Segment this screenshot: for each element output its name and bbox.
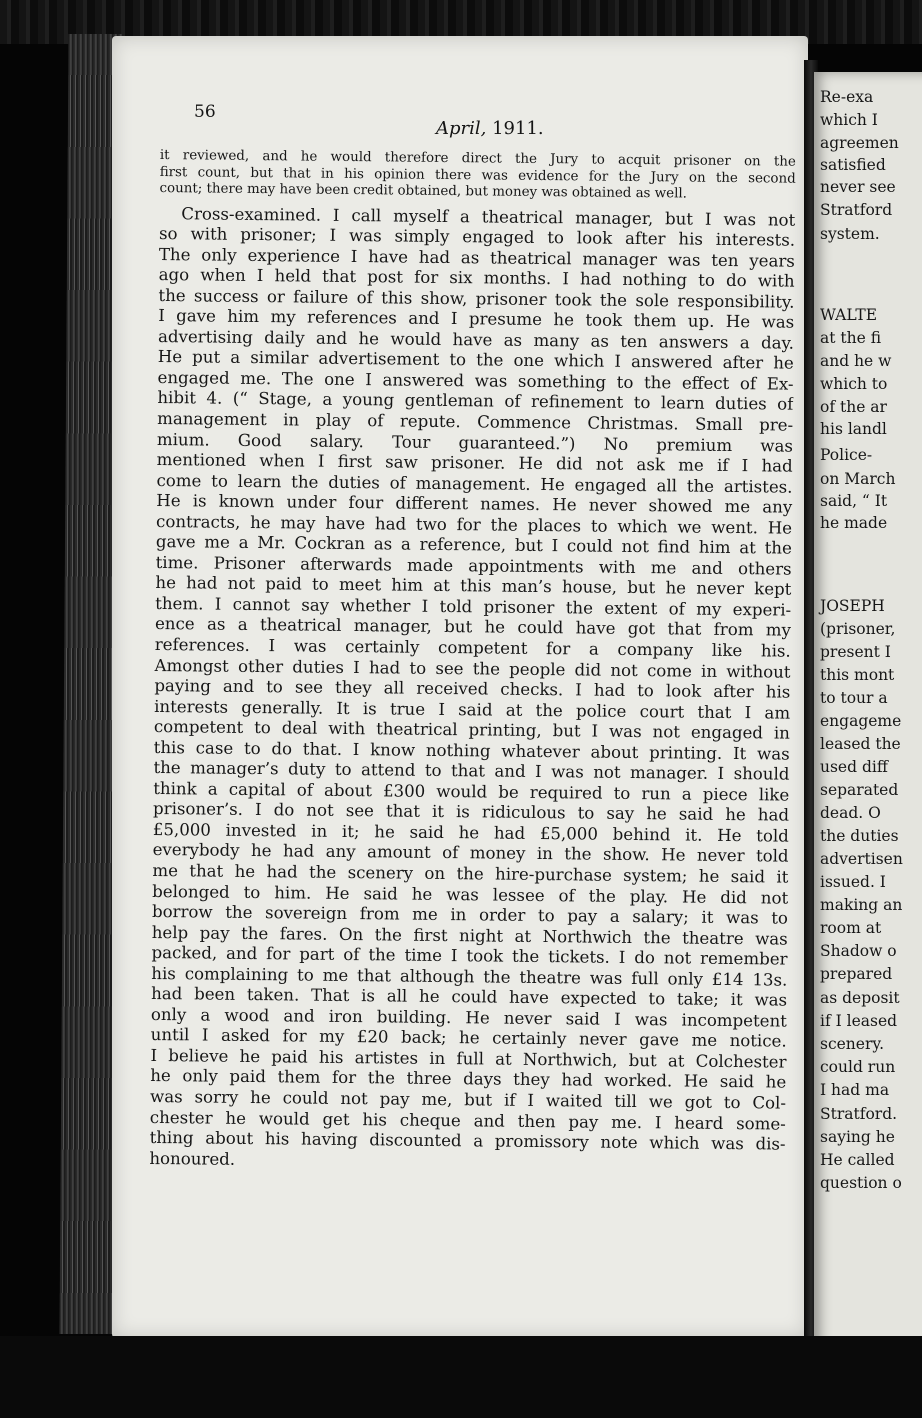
text-line: so with prisoner; I was simply engaged to look after his interests. [159, 224, 796, 250]
right-text-line: He called [820, 1151, 895, 1169]
right-text-line: making an [820, 896, 903, 914]
right-text-line: Stratford [820, 201, 893, 219]
text-line: competent to deal with theatrical printing, but I was not engaged in [153, 717, 791, 743]
text-line: I believe he paid his artistes in full at Northwich, but at Colchester [150, 1045, 787, 1072]
right-text-line: could run [820, 1058, 896, 1076]
text-line: the success or failure of this show, prisoner took the sole responsibility. [158, 285, 795, 312]
text-line: mentioned when I first saw prisoner. He did not ask me if I had [156, 450, 793, 476]
right-text-line: separated [820, 781, 899, 799]
text-line: advertising daily and he would have as many as ten answers a day. [157, 326, 795, 353]
right-text-line: present I [820, 643, 891, 661]
right-text-line: agreemen [820, 134, 899, 152]
text-line: The only experience I have had as theatrical manager was ten years [158, 244, 795, 271]
text-line: help pay the fares. On the first night at Northwich the theatre was [151, 922, 788, 949]
right-text-line: (prisoner, [820, 620, 896, 638]
text-line: think a capital of about £300 would be required to run a piece like [153, 778, 790, 805]
right-text-line: system. [820, 225, 880, 243]
right-text-line: issued. I [820, 873, 886, 891]
text-line: references. I was certainly competent for a company like his. [154, 634, 791, 661]
text-line: he had not paid to meet him at this man’s house, but he never kept [155, 573, 792, 599]
text-line: Amongst other duties I had to see the people did not come in without [154, 655, 791, 682]
text-line: he only paid them for the three days they had worked. He said he [150, 1066, 787, 1093]
right-text-line: engageme [820, 712, 902, 730]
text-line: it reviewed, and he would therefore direct the Jury to acquit prisoner on the [159, 148, 796, 170]
text-line: borrow the sovereign from me in order to pay a salary; it was to [151, 902, 789, 928]
right-text-line: said, “ It [820, 492, 888, 510]
right-text-line: advertisen [820, 850, 903, 868]
text-line: I gave him my references and I presume he took them up. He was [158, 306, 795, 332]
text-line: ence as a theatrical manager, but he could have got that from my [154, 614, 792, 641]
right-text-line: Police- [820, 446, 873, 464]
page-number: 56 [194, 102, 216, 122]
text-line: only a wood and iron building. He never said I was incompetent [150, 1004, 787, 1031]
right-text-line: I had ma [820, 1081, 890, 1099]
right-text-line: at the fi [820, 329, 882, 347]
text-line: thing about his having discounted a promissory note which was dis- [149, 1128, 786, 1154]
cross-examination-paragraph [149, 203, 795, 1175]
text-line: £5,000 invested in it; he said he had £5,000 behind it. He told [152, 819, 789, 846]
right-text-line: dead. O [820, 804, 881, 822]
right-text-line: leased the [820, 735, 901, 753]
text-line: me that he had the scenery on the hire-purchase system; he said it [152, 860, 789, 887]
text-line: mium. Good salary. Tour guaranteed.”) No premium was [156, 429, 794, 456]
text-line: everybody he had any amount of money in the show. He never told [152, 840, 789, 867]
text-line: had been taken. That is all he could have expected to take; it was [151, 984, 788, 1010]
right-text-line: Shadow o [820, 942, 897, 960]
right-text-line: he made [820, 514, 888, 532]
text-line: until I asked for my £20 back; he certainly never gave me notice. [150, 1025, 787, 1051]
right-text-line: as deposit [820, 989, 900, 1007]
right-text-line: room at [820, 919, 882, 937]
right-text-line: his landl [820, 420, 887, 438]
right-text-line: this mont [820, 666, 895, 684]
right-text-line: to tour a [820, 689, 888, 707]
text-line: He is known under four different names. He never showed me any [156, 491, 793, 517]
text-line: them. I cannot say whether I told prisoner the extent of my experi- [155, 593, 792, 620]
text-line: first count, but that in his opinion there was evidence for the Jury on the second [159, 164, 796, 187]
right-text-line: JOSEPH [820, 597, 885, 615]
right-text-line: saying he [820, 1128, 895, 1146]
text-line: hibit 4. (“ Stage, a young gentleman of refinement to learn duties of [157, 388, 794, 415]
text-line: paying and to see they all received checks. I had to look after his [154, 676, 791, 702]
lead-paragraph [159, 148, 795, 204]
right-text-line: satisfied [820, 156, 886, 174]
text-line: time. Prisoner afterwards made appointments with me and others [155, 552, 792, 579]
text-line: gave me a Mr. Cockran as a reference, but I could not find him at the [155, 532, 792, 558]
text-line: this case to do that. I know nothing whatever about printing. It was [153, 737, 790, 764]
text-line: his complaining to me that although the theatre was full only £14 13s. [151, 963, 788, 990]
running-head [436, 118, 544, 139]
right-text-line: Stratford. [820, 1105, 898, 1123]
text-line: was sorry he could not pay me, but if I waited till we got to Col- [149, 1086, 787, 1113]
text-line: He put a similar advertisement to the one which I answered after he [157, 347, 794, 373]
right-text-line: scenery. [820, 1035, 884, 1053]
text-line: Cross-examined. I call myself a theatrical manager, but I was not [181, 203, 796, 230]
running-head-month: April, [436, 118, 487, 139]
right-text-line: Re-exa [820, 88, 874, 106]
text-line: interests generally. It is true I said at the police court that I am [154, 696, 791, 723]
right-text-line: used diff [820, 758, 888, 776]
text-line: prisoner’s. I do not see that it is ridiculous to say he said he had [152, 799, 790, 825]
text-line: contracts, he may have had two for the places to which we went. He [155, 511, 793, 538]
text-line: honoured. [149, 1148, 236, 1169]
right-page [814, 72, 922, 1392]
right-text-line: WALTE [820, 306, 878, 324]
right-text-line: on March [820, 470, 896, 488]
right-text-line: question o [820, 1174, 902, 1192]
left-column-text [149, 148, 796, 1176]
right-text-line: of the ar [820, 398, 887, 416]
text-line: chester he would get his cheque and then pay me. I heard some- [149, 1107, 786, 1134]
right-text-line: which I [820, 111, 878, 129]
text-line: the manager’s duty to attend to that and I was not manager. I should [153, 758, 790, 784]
text-line: packed, and for part of the time I took the tickets. I do not remember [151, 943, 788, 969]
text-line: management in play of repute. Commence Christmas. Small pre- [157, 408, 794, 435]
text-line: come to learn the duties of management. He engaged all the artistes. [156, 470, 793, 497]
film-bottom-edge [0, 1336, 922, 1418]
right-text-line: the duties [820, 827, 899, 845]
right-text-line: prepared [820, 965, 893, 983]
text-line: engaged me. The one I answered was something to the effect of Ex- [157, 367, 794, 394]
running-head-year: 1911. [492, 118, 544, 139]
text-line: count; there may have been credit obtained, but money was obtained as well. [159, 180, 688, 202]
right-text-line: never see [820, 178, 896, 196]
right-text-line: which to [820, 375, 888, 393]
right-text-line: if I leased [820, 1012, 898, 1030]
right-text-line: and he w [820, 352, 892, 370]
text-line: belonged to him. He said he was lessee of the play. He did not [152, 881, 789, 908]
text-line: ago when I held that post for six months. I had nothing to do with [158, 265, 795, 291]
